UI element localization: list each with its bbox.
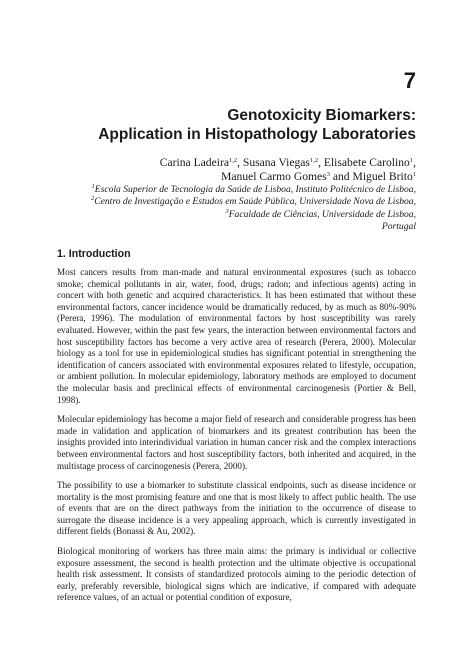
chapter-title-line-1: Genotoxicity Biomarkers:: [227, 107, 416, 124]
author-affiliation-mark: 3: [326, 171, 330, 178]
body-text: [57, 267, 416, 612]
author-separator: ,: [237, 156, 243, 169]
author-name: Manuel Carmo Gomes: [221, 170, 327, 183]
affiliation-text: Escola Superior de Tecnologia da Saúde de Lisboa, Instituto Politécnico de Lisboa,: [94, 184, 416, 195]
author-list: [36, 156, 416, 184]
paragraph: The possibility to use a biomarker to substitute classical endpoints, such as disease incidence or mortality is the most promising feature and one that is most likely to affect public health. The use of events that are on the direct pathways from the initiation to the occurrence of disease to surrogate the disease incidence is a very appealing approach, which is currently investigated in different fields (Bonassi & Au, 2002).: [57, 480, 416, 537]
section-heading-introduction: 1. Introduction: [57, 248, 131, 260]
affiliation-text: Centro de Investigação e Estudos em Saúde Pública, Universidade Nova de Lisboa,: [94, 196, 416, 208]
author-separator: and: [329, 170, 353, 183]
author-line-1: [36, 156, 416, 170]
affiliation-3: [36, 209, 416, 221]
author-affiliation-mark: 1: [412, 171, 416, 178]
paragraph: Most cancers results from man-made and natural environmental exposures (such as tobacco smoke; chemical pollutants in air, water, food, drugs; radon; and infectious agents) acting in concert with both genetic and acquired characteristics. It has been estimated that without these environmental factors, cancer incidence would be dramatically reduced, by as much as 80%-90% (Perera, 1996). The modulation of environmental factors by host susceptibility was rarely evaluated. However, within the past few years, the interaction between environmental factors and host susceptibility factors has become a very active area of research (Perera, 2000). Molecular biology as a tool for use in epidemiological studies has significant potential in strengthening the identification of cancers associated with environmental exposures related to lifestyle, occupation, or ambient pollution. In molecular epidemiology, laboratory methods are employed to document the molecular basis and preclinical effects of environmental carcinogenesis (Portier & Bell, 1998).: [57, 267, 416, 405]
affiliation-mark: 3: [225, 207, 229, 215]
author-separator: ,: [318, 156, 324, 169]
chapter-title: [36, 106, 416, 144]
author-name: Susana Viegas: [242, 156, 310, 169]
affiliation-mark: 2: [90, 195, 95, 203]
affiliation-country: Portugal: [381, 221, 416, 233]
author-affiliation-mark: 1,2: [228, 157, 238, 164]
author-line-2: [36, 170, 416, 184]
author-name: Carina Ladeira: [159, 156, 229, 169]
author-name: Miguel Brito: [352, 170, 413, 183]
paragraph: Molecular epidemiology has become a major field of research and considerable progress has been made in validation and application of biomarkers and its greatest contribution has been the insights provided into interindividual variation in human cancer risk and the complex interactions between environmental factors and host susceptibility factors, both inherited and acquired, in the multistage process of carcinogenesis (Perera, 2000).: [57, 414, 416, 471]
author-separator: ,: [413, 156, 416, 169]
affiliation-text: Faculdade de Ciências, Universidade de Lisboa,: [228, 208, 416, 220]
author-name: Elisabete Carolino: [323, 156, 410, 169]
author-affiliation-mark: 1,2: [309, 157, 319, 164]
chapter-number: 7: [403, 68, 416, 93]
affiliation-mark: 1: [91, 183, 95, 190]
author-affiliation-mark: 1: [409, 157, 414, 164]
affiliation-list: [36, 184, 416, 234]
paragraph: Biological monitoring of workers has three main aims: the primary is individual or collective exposure assessment, the second is health protection and the ultimate objective is occupational health risk assessment. It consists of standardized protocols aiming to the periodic detection of early, preferably reversible, biological signs which are indicative, if compared with adequate reference values, of an actual or potential condition of exposure,: [57, 546, 416, 603]
chapter-title-line-2: Application in Histopathology Laboratories: [98, 126, 416, 143]
